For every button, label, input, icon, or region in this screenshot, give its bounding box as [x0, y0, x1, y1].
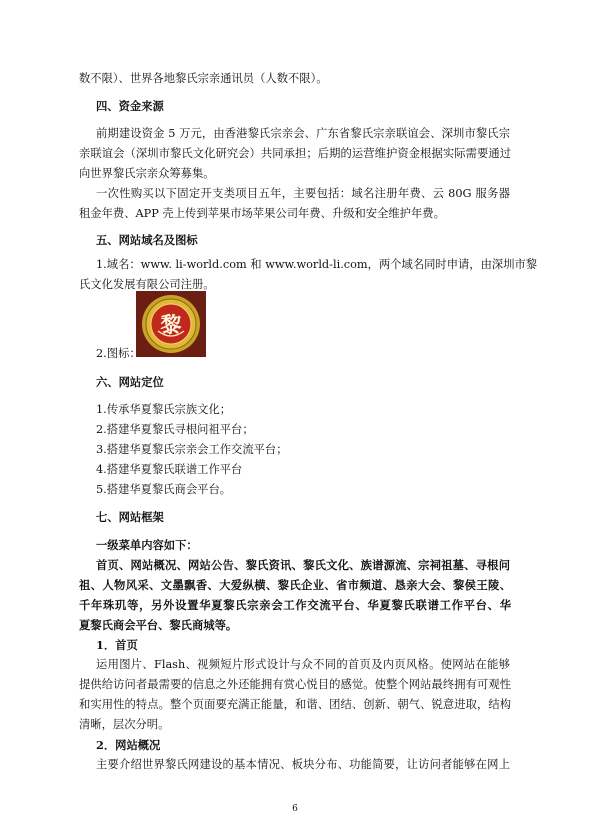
subsection-heading-overview: 2．网站概况: [96, 738, 161, 752]
body-text-line: 一次性购买以下固定开支类项目五年，主要包括：域名注册年费、云 80G 服务器: [96, 187, 510, 200]
body-text-line: 清晰，层次分明。: [79, 718, 170, 731]
list-item: 3.搭建华夏黎氏宗亲会工作交流平台；: [96, 443, 288, 456]
menu-list-line: 首页、网站概况、网站公告、黎氏资讯、黎氏文化、族谱源流、宗祠祖墓、寻根问: [96, 558, 510, 572]
menu-intro: 一级菜单内容如下：: [96, 538, 198, 552]
menu-list-line: 千年珠玑等，另外设置华夏黎氏宗亲会工作交流平台、华夏黎氏联谱工作平台、华: [79, 598, 511, 612]
subsection-heading-home: 1．首页: [96, 638, 138, 652]
page-number: 6: [292, 804, 298, 814]
body-text-line: 前期建设资金 5 万元，由香港黎氏宗亲会、广东省黎氏宗亲联谊会、深圳市黎氏宗: [96, 127, 510, 140]
svg-text:黎: 黎: [160, 312, 182, 337]
menu-list-line: 夏黎氏商会平台、黎氏商城等。: [79, 618, 238, 632]
list-item: 4.搭建华夏黎氏联谱工作平台: [96, 463, 243, 476]
body-text-line: 和实用性的特点。整个页面要充满正能量，和谐、团结、创新、朝气、锐意进取，结构: [79, 698, 511, 711]
list-item: 2.搭建华夏黎氏寻根问祖平台；: [96, 423, 254, 436]
body-text-line: 提供给访问者最需要的信息之外还能拥有赏心悦目的感觉。使整个网站最终拥有可观性: [79, 678, 511, 691]
body-text-line: 2.图标：: [96, 347, 141, 360]
body-text-line: 运用图片、Flash、视频短片形式设计与众不同的首页及内页风格。使网站在能够: [96, 658, 510, 671]
menu-list-line: 祖、人物风采、文墨飘香、大爱纵横、黎氏企业、省市频道、恳亲大会、黎侯王陵、: [79, 578, 511, 592]
section-heading-positioning: 六、网站定位: [96, 376, 164, 389]
body-text-line: 亲联谊会（深圳市黎氏文化研究会）共同承担；后期的运营维护资金根据实际需要通过: [79, 147, 511, 160]
body-text-line: 向世界黎氏宗亲众筹募集。: [79, 167, 215, 180]
section-heading-domain: 五、网站域名及图标: [96, 234, 198, 247]
body-text-line: 数不限）、世界各地黎氏宗亲通讯员（人数不限）。: [79, 72, 328, 85]
body-text-line: 主要介绍世界黎氏网建设的基本情况、板块分布、功能简要，让访问者能够在网上: [96, 758, 510, 771]
clan-emblem-icon: [140, 293, 202, 355]
clan-logo-image: [136, 291, 206, 357]
body-text-line: 租金年费、APP 壳上传到苹果市场苹果公司年费、升级和安全维护年费。: [79, 207, 445, 220]
list-item: 5.搭建华夏黎氏商会平台。: [96, 483, 232, 496]
section-heading-framework: 七、网站框架: [96, 511, 164, 524]
body-text-line: 氏文化发展有限公司注册。: [79, 278, 215, 291]
list-item: 1.传承华夏黎氏宗族文化；: [96, 403, 232, 416]
body-text-line: 1.域名：www. li-world.com 和 www.world-li.com，两个域名同时申请，由深圳市黎: [96, 258, 538, 271]
section-heading-funding: 四、资金来源: [96, 100, 164, 113]
